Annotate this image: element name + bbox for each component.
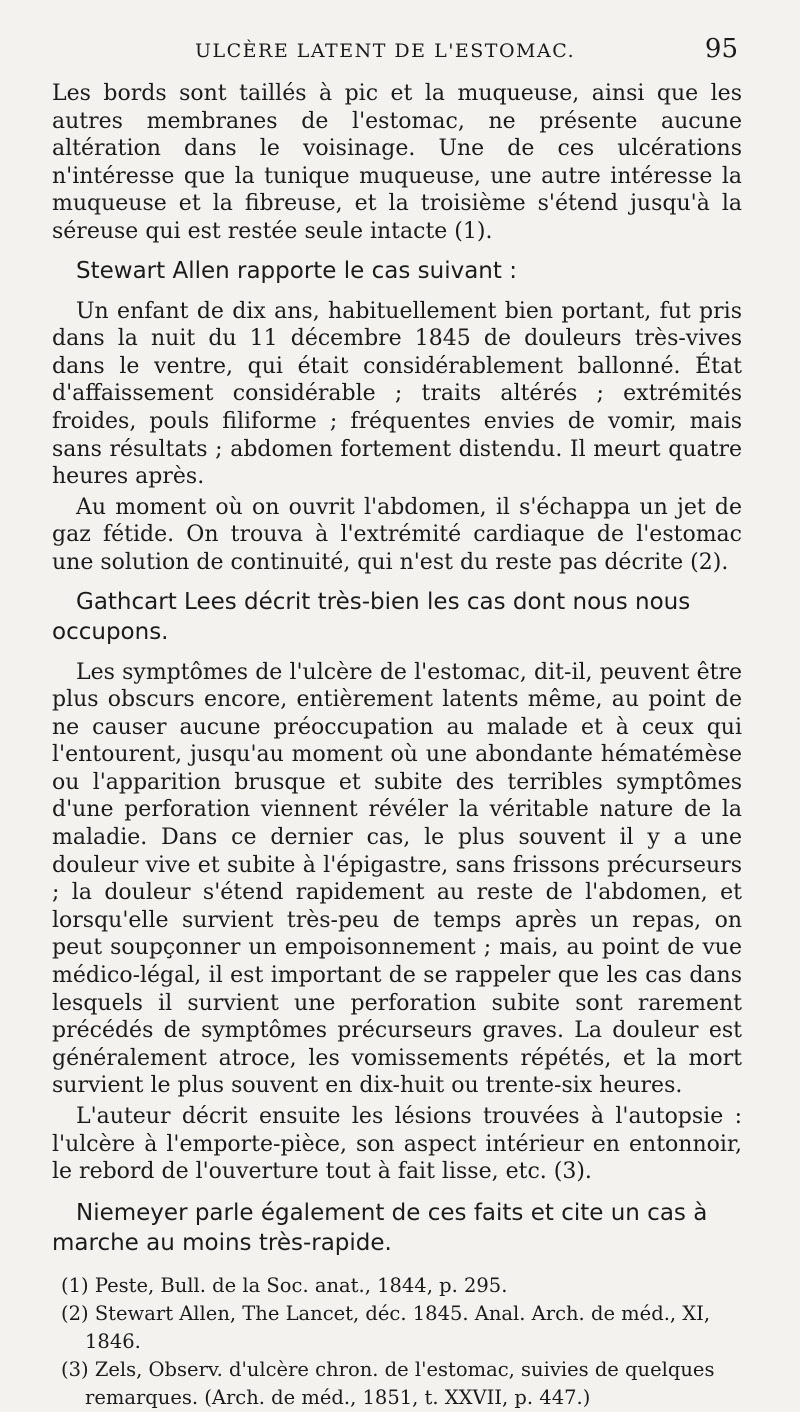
footnote-2: (2) Stewart Allen, The Lancet, déc. 1845. Anal. Arch. de méd., XI, 1846. [61, 1301, 711, 1353]
footnote-1: (1) Peste, Bull. de la Soc. anat., 1844, p. 295. [61, 1273, 508, 1297]
case-intro-niemeyer: Niemeyer parle également de ces faits et cite un cas à marche au moins très-rapide. [52, 1199, 708, 1256]
page-header [195, 34, 738, 64]
running-title: ULCÈRE LATENT DE L'ESTOMAC. [195, 40, 576, 62]
paragraph-case-description: Un enfant de dix ans, habituellement bien portant, fut pris dans la nuit du 11 décembre 1845 de douleurs très-vives dans le ventre, qui était considérablement ballonné. État d'affaissement considérable ; traits altérés ; extrémités froides, pouls filiforme ; fréquentes envies de vomir, mais sans résultats ; abdomen fortement distendu. Il meurt quatre heures après. [52, 298, 742, 490]
paragraph-lesions: L'auteur décrit ensuite les lésions trouvées à l'autopsie : l'ulcère à l'emporte-pièce, son aspect intérieur en entonnoir, le rebord de l'ouverture tout à fait lisse, etc. (3). [52, 1104, 742, 1185]
paragraph-symptoms: Les symptômes de l'ulcère de l'estomac, dit-il, peuvent être plus obscurs encore, entièrement latents même, au point de ne causer aucune préoccupation au malade et à ceux qui l'entourent, jusqu'au moment où une abondante hématémèse ou l'apparition brusque et subite des terribles symptômes d'une perforation viennent révéler la véritable nature de la maladie. Dans ce dernier cas, le plus souvent il y a une douleur vive et subite à l'épigastre, sans frissons précurseurs ; la douleur s'étend rapidement au reste de l'abdomen, et lorsqu'elle survient très-peu de temps après un repas, on peut soupçonner un empoisonnement ; mais, au point de vue médico-légal, il est important de se rappeler que les cas dans lesquels il survient une perforation subite sont rarement précédés de symptômes précurseurs graves. La douleur est généralement atroce, les vomissements répétés, et la mort survient le plus souvent en dix-huit ou trente-six heures. [52, 659, 742, 1099]
case-intro-stewart-allen: Stewart Allen rapporte le cas suivant : [76, 257, 517, 284]
page-number: 95 [704, 34, 738, 64]
case-intro-gathcart-lees: Gathcart Lees décrit très-bien les cas dont nous nous occupons. [52, 588, 691, 645]
paragraph-autopsy-finding: Au moment où on ouvrit l'abdomen, il s'échappa un jet de gaz fétide. On trouva à l'extrémité cardiaque de l'estomac une solution de continuité, qui n'est du reste pas décrite (2). [52, 494, 742, 575]
page-body [52, 80, 742, 1412]
footnote-3: (3) Zels, Observ. d'ulcère chron. de l'estomac, suivies de quelques remarques. (Arch. de méd., 1851, t. XXVII, p. 447.) [61, 1357, 715, 1409]
paragraph-continuation: Les bords sont taillés à pic et la muqueuse, ainsi que les autres membranes de l'estomac, ne présente aucune altération dans le voisinage. Une de ces ulcérations n'intéresse que la tunique muqueuse, une autre intéresse la muqueuse et la fibreuse, et la troisième s'étend jusqu'à la séreuse qui est restée seule intacte (1). [52, 81, 742, 244]
footnotes [52, 1272, 742, 1412]
